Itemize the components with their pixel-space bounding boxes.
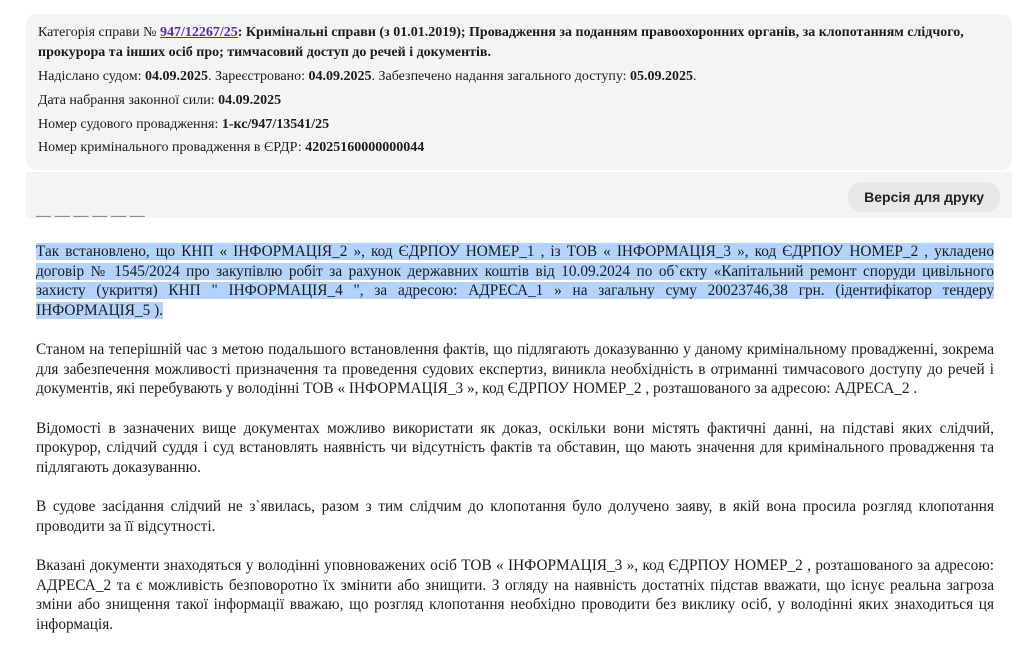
- selected-text[interactable]: Так встановлено, що КНП « ІНФОРМАЦІЯ_2 », код ЄДРПОУ НОМЕР_1 , із ТОВ « ІНФОРМАЦІЯ_3 », код ЄДРПОУ НОМЕР_2 , укладено договір № 1545/2024 про закупівлю робіт за рахунок державних коштів від 10.09.2024 по об`єкту «Капітальний ремонт споруди цивільного захисту (укриття) КНП " ІНФОРМАЦІЯ_4 ", за адресою: АДРЕСА_1 » на загальну суму 20023746,38 грн. (ідентифікатор тендеру ІНФОРМАЦІЯ_5 ).: [36, 243, 994, 319]
- court-case-line: [38, 115, 329, 135]
- dates-line: Надіслано судом: 04.09.2025. Зареєстровано: 04.09.2025. Забезпечено надання загального доступу: 05.09.2025.: [38, 69, 697, 84]
- case-category-line: [38, 23, 964, 43]
- erdr-label: Номер кримінального провадження в ЄРДР:: [38, 140, 306, 155]
- paragraph-5: Вказані документи знаходяться у володінні уповноважених осіб ТОВ « ІНФОРМАЦІЯ_3 », код ЄДРПОУ НОМЕР_2 , розташованого за адресою: АДРЕСА_2 та є можливість безповоротно їх змінити або знищити. З огляду на наявність достатніх підстав вважати, що існує реальна загроза зміни або знищення такої інформації вважаю, що розгляд клопотання необхідно проводити без виклику осіб, у володінні яких знаходиться ця інформація.: [36, 557, 994, 633]
- registered-label: . Зареєстровано:: [208, 69, 309, 84]
- paragraph-2: Станом на теперішній час з метою подальшого встановлення фактів, що підлягають доказуванню у даному кримінальному провадженні, зокрема для забезпечення можливості призначення та проведення судових експертиз, виникла необхідність в отриманні тимчасового доступу до речей і документів, які перебувають у володінні ТОВ « ІНФОРМАЦІЯ_3 », код ЄДРПОУ НОМЕР_2 , розташованого за адресою: АДРЕСА_2 .: [36, 341, 994, 397]
- print-version-button[interactable]: Версія для друку: [848, 182, 1000, 212]
- case-number-link[interactable]: 947/12267/25: [159, 25, 238, 40]
- document-text: [36, 242, 994, 654]
- legal-force-line: [38, 91, 281, 111]
- case-category-value-2: прокурора та інших осіб про; тимчасовий доступ до речей і документів.: [38, 45, 491, 60]
- case-category-line-2: [38, 43, 491, 63]
- access-date: 05.09.2025: [630, 69, 694, 84]
- registered-date: 04.09.2025: [308, 69, 372, 84]
- document-toolbar: [26, 172, 1012, 218]
- erdr-number: 42025160000000044: [305, 140, 425, 155]
- paragraph-4: В судове засідання слідчий не з`явилась, разом з тим слідчим до клопотання було долучено заяву, в якій вона просила розгляд клопотання проводити за її відсутності.: [36, 498, 994, 535]
- paragraph-3: Відомості в зазначених вище документах можливо використати як доказ, оскільки вони містять фактичні данні, на підставі яких слідчий, прокурор, слідчий суддя і суд встановлять наявність чи відсутність фактів та обставин, що мають значення для кримінального провадження та підлягають доказуванню.: [36, 419, 994, 476]
- legal-force-label: Дата набрання законної сили:: [38, 93, 219, 108]
- scrolled-text-fragment: — — — — — —: [36, 208, 145, 224]
- court-case-number: 1-кс/947/13541/25: [221, 117, 330, 132]
- sent-label: Надіслано судом:: [38, 69, 145, 84]
- paragraph-1: [36, 242, 994, 320]
- erdr-line: [38, 138, 424, 158]
- access-label: . Забезпечено надання загального доступу:: [371, 69, 631, 84]
- case-info-card: [26, 14, 1012, 170]
- sent-date: 04.09.2025: [145, 69, 208, 84]
- court-case-label: Номер судового провадження:: [38, 117, 222, 132]
- case-category-value: : Кримінальні справи (з 01.01.2019); Провадження за поданням правоохоронних органів, за клопотанням слідчого,: [237, 25, 964, 40]
- legal-force-date: 04.09.2025: [218, 93, 282, 108]
- case-category-label: Категорія справи №: [38, 25, 160, 40]
